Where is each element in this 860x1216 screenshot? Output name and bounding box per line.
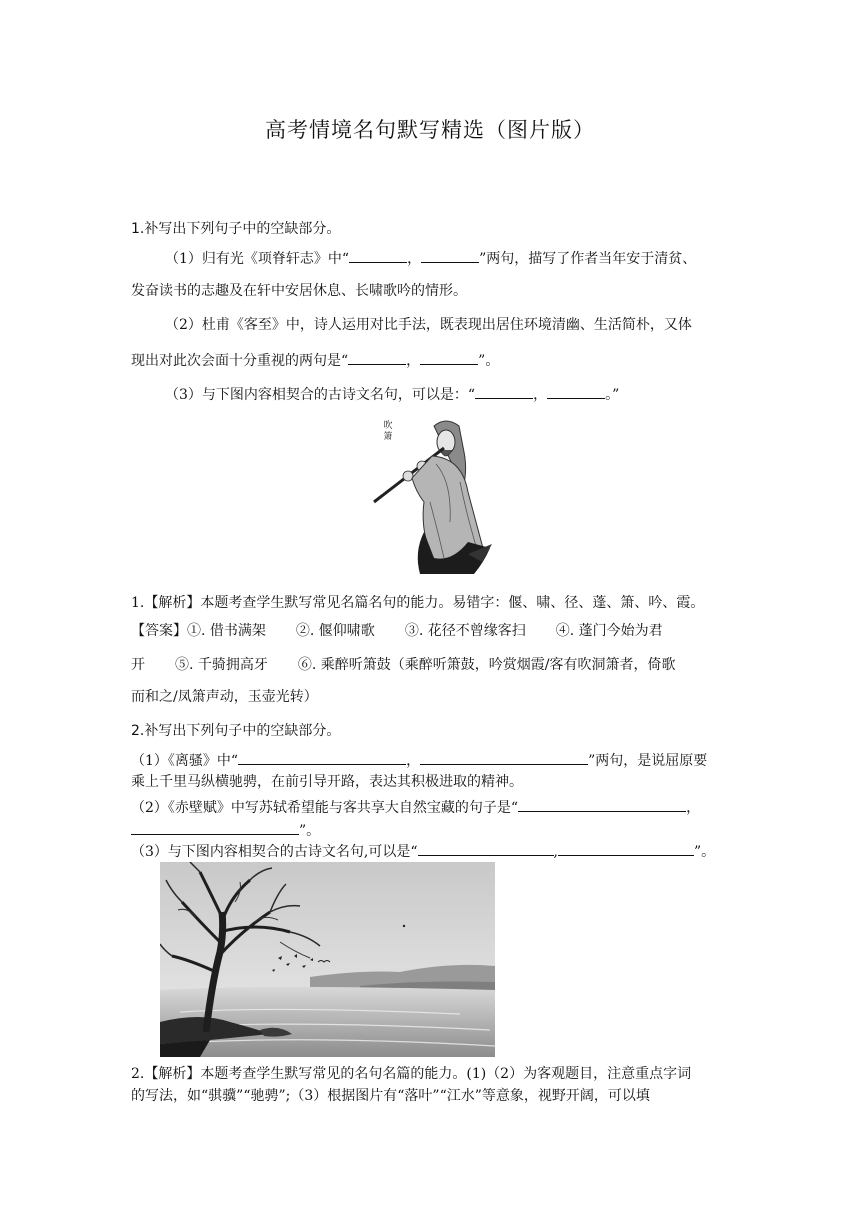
answer-blank[interactable] bbox=[349, 247, 407, 263]
answer-blank[interactable] bbox=[131, 819, 299, 835]
answer-num-2: ② bbox=[295, 623, 310, 639]
answer-blank[interactable] bbox=[420, 749, 588, 765]
q2-part2-text: （2）《赤壁赋》中写苏轼希望能与客共享大自然宝藏的句子是“ bbox=[131, 800, 519, 816]
q1-part1-text-a: （1）归有光《项脊轩志》中“ bbox=[165, 251, 350, 267]
answer-blank[interactable] bbox=[421, 247, 479, 263]
answer-blank[interactable] bbox=[518, 796, 686, 812]
q1-part2-sep: ， bbox=[406, 353, 421, 369]
q1-part2-text: 现出对此次会面十分重视的两句是“ bbox=[131, 353, 349, 369]
q1-part1-text-b: ”两句，描写了作者当年安于清贫、 bbox=[479, 251, 697, 267]
q1-part1-line2: 发奋读书的志趣及在轩中安居休息、长啸歌吟的情形。 bbox=[131, 283, 467, 299]
q1-part1-line1 bbox=[165, 247, 696, 269]
q2-part1-sep: ， bbox=[406, 753, 421, 769]
q2-analysis-line1: 2.【解析】本题考查学生默写常见的名句名篇的能力。(1)（2）为客观题目，注意重点字词 bbox=[131, 1066, 692, 1082]
answer-1: . 借书满架 bbox=[201, 623, 266, 639]
answer-blank[interactable] bbox=[418, 840, 554, 856]
q1-part2-line2 bbox=[131, 349, 499, 371]
q1-part1-sep: ， bbox=[407, 251, 422, 267]
page-title: 高考情境名句默写精选（图片版） bbox=[265, 118, 595, 142]
q2-part2-line2 bbox=[131, 819, 320, 841]
q1-part3-sep: ， bbox=[533, 387, 548, 403]
riverside-tree-landscape bbox=[160, 862, 495, 1057]
q2-part1-text-a: （1）《离骚》中“ bbox=[131, 753, 239, 769]
q2-part1-line2: 乘上千里马纵横驰骋，在前引导开路，表达其积极进取的精神。 bbox=[131, 774, 523, 790]
answer-4-cont: 开 bbox=[131, 657, 145, 673]
answer-blank[interactable] bbox=[420, 349, 478, 365]
answer-num-3: ③ bbox=[404, 623, 419, 639]
answer-blank[interactable] bbox=[475, 383, 533, 399]
answer-num-6: ⑥ bbox=[297, 657, 312, 673]
answer-label: 【答案】 bbox=[131, 623, 187, 639]
q2-part1-text-b: ”两句，是说屈原要 bbox=[588, 753, 708, 769]
q1-answer-line1 bbox=[131, 621, 663, 641]
answer-4: . 蓬门今始为君 bbox=[569, 623, 663, 639]
answer-2: . 偃仰啸歌 bbox=[309, 623, 375, 639]
answer-blank[interactable] bbox=[547, 383, 605, 399]
q2-part3-text: （3）与下图内容相契合的古诗文名句,可以是“ bbox=[131, 844, 418, 860]
q2-analysis-line2: 的写法，如“骐骥”“驰骋”;（3）根据图片有“落叶”“江水”等意象，视野开阔，可以填 bbox=[131, 1088, 650, 1104]
q2-stem: 2.补写出下列句子中的空缺部分。 bbox=[131, 723, 341, 739]
answer-num-5: ⑤ bbox=[175, 657, 189, 673]
q2-part2-sep: ， bbox=[686, 800, 701, 816]
q1-answer-line3: 而和之/凤箫声动，玉壶光转） bbox=[131, 689, 318, 705]
answer-5: . 千骑拥高牙 bbox=[189, 657, 268, 673]
q2-part3-line bbox=[131, 840, 715, 862]
q2-part3-end: ”。 bbox=[693, 844, 716, 860]
answer-6: . 乘醉听箫鼓（乘醉听箫鼓，吟赏烟霞/客有吹洞箫者，倚歌 bbox=[311, 657, 676, 673]
answer-3: . 花径不曾缘客扫 bbox=[418, 623, 526, 639]
q1-part3-end: 。” bbox=[605, 387, 620, 403]
q2-part1-line1 bbox=[131, 749, 707, 771]
q2-part2-end: ”。 bbox=[299, 823, 321, 839]
q1-part3-text: （3）与下图内容相契合的古诗文名句，可以是：“ bbox=[165, 387, 476, 403]
q1-part3-line bbox=[165, 383, 619, 405]
q1-part2-end: ”。 bbox=[478, 353, 500, 369]
q1-stem: 1.补写出下列句子中的空缺部分。 bbox=[131, 221, 341, 237]
answer-num-1: ① bbox=[187, 623, 201, 639]
answer-blank[interactable] bbox=[558, 840, 694, 856]
answer-num-4: ④ bbox=[555, 623, 570, 639]
q2-part3-sep: , bbox=[553, 844, 558, 860]
q1-part2-line1: （2）杜甫《客至》中，诗人运用对比手法，既表现出居住环境清幽、生活简朴，又体 bbox=[165, 317, 692, 333]
image-label: 吹箫 bbox=[383, 421, 393, 442]
answer-blank[interactable] bbox=[238, 749, 406, 765]
q1-analysis: 1.【解析】本题考查学生默写常见名篇名句的能力。易错字：偃、啸、径、蓬、箫、吟、霞。 bbox=[131, 595, 705, 611]
answer-blank[interactable] bbox=[348, 349, 406, 365]
q1-answer-line2 bbox=[131, 655, 676, 675]
q2-part2-line1 bbox=[131, 796, 700, 818]
